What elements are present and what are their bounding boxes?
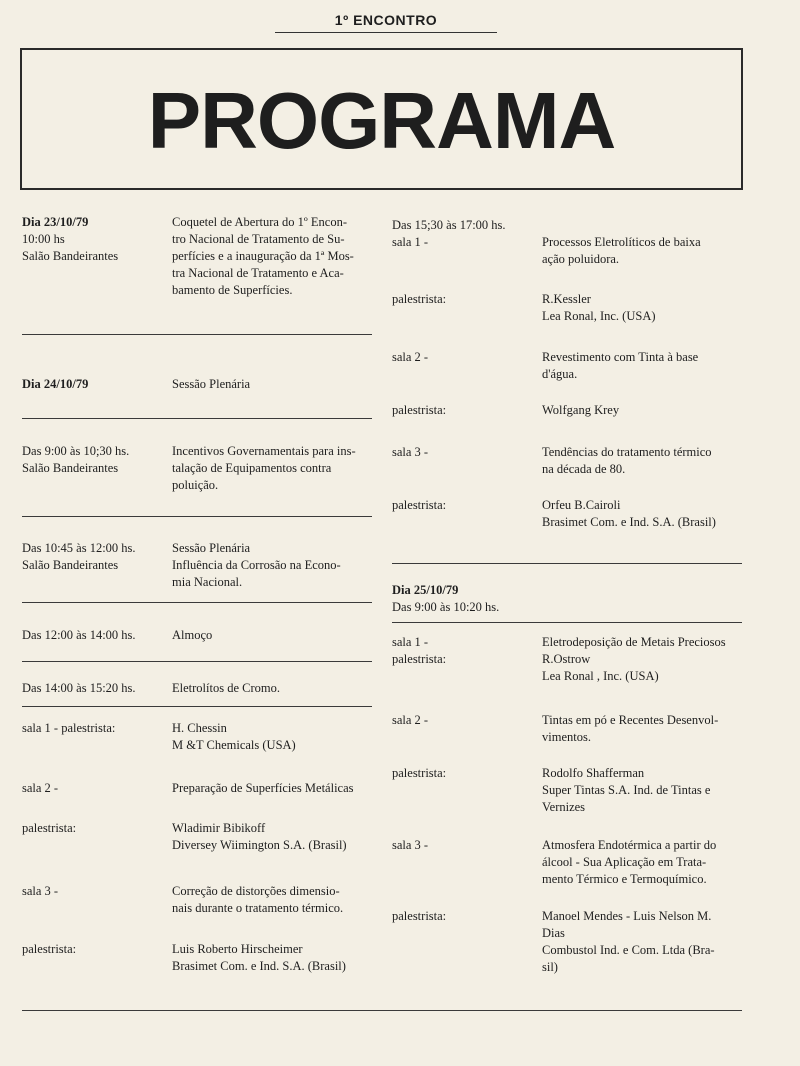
speaker-label: palestrista:	[22, 821, 77, 835]
speaker-label: palestrista:	[392, 498, 447, 512]
event-desc: Sessão Plenária	[172, 541, 251, 555]
speaker-company: M &T Chemicals (USA)	[172, 738, 296, 752]
event-desc: Almoço	[172, 628, 213, 642]
speaker-name: R.Ostrow	[542, 652, 591, 666]
divider	[22, 661, 372, 662]
speaker-name: Luis Roberto Hirscheimer	[172, 942, 303, 956]
divider	[22, 602, 372, 603]
event-desc: Tintas em pó e Recentes Desenvol-	[542, 713, 719, 727]
event-desc: na década de 80.	[542, 462, 626, 476]
event-desc: Atmosfera Endotérmica a partir do	[542, 838, 717, 852]
event-desc: Preparação de Superfícies Metálicas	[172, 781, 354, 795]
event-desc: Processos Eletrolíticos de baixa	[542, 235, 701, 249]
speaker-company: Lea Ronal , Inc. (USA)	[542, 669, 659, 683]
event-desc: Influência da Corrosão na Econo-	[172, 558, 341, 572]
event-desc: talação de Equipamentos contra	[172, 461, 332, 475]
divider	[22, 334, 372, 335]
date-label: Dia 24/10/79	[22, 377, 89, 391]
page-title: PROGRAMA	[147, 76, 616, 165]
speaker-name: Wladimir Bibikoff	[172, 821, 266, 835]
event-desc: nais durante o tratamento térmico.	[172, 901, 344, 915]
room-label: sala 1 - palestrista:	[22, 721, 116, 735]
speaker-label: palestrista:	[392, 292, 447, 306]
room-label: sala 2 -	[22, 781, 59, 795]
event-desc: d'água.	[542, 367, 578, 381]
event-desc: Coquetel de Abertura do 1º Encon-	[172, 215, 348, 229]
speaker-label: palestrista:	[22, 942, 77, 956]
event-desc: Tendências do tratamento térmico	[542, 445, 712, 459]
place-label: Salão Bandeirantes	[22, 249, 119, 263]
speaker-label: palestrista:	[392, 652, 447, 666]
room-label: sala 3 -	[22, 884, 59, 898]
divider	[22, 706, 372, 707]
time-label: Das 9:00 às 10;30 hs.	[22, 444, 130, 458]
speaker-company: Combustol Ind. e Com. Ltda (Bra-	[542, 943, 715, 957]
speaker-company: Lea Ronal, Inc. (USA)	[542, 309, 656, 323]
divider	[392, 622, 742, 623]
speaker-name: Wolfgang Krey	[542, 403, 620, 417]
speaker-company: Brasimet Com. e Ind. S.A. (Brasil)	[542, 515, 716, 529]
time-label: Das 9:00 às 10:20 hs.	[392, 600, 500, 614]
place-label: Salão Bandeirantes	[22, 461, 119, 475]
speaker-label: palestrista:	[392, 909, 447, 923]
event-desc: Sessão Plenária	[172, 377, 251, 391]
speaker-name: Rodolfo Shafferman	[542, 766, 645, 780]
event-desc: tra Nacional de Tratamento e Aca-	[172, 266, 344, 280]
speaker-name: R.Kessler	[542, 292, 591, 306]
date-label: Dia 25/10/79	[392, 583, 459, 597]
time-label: Das 15;30 às 17:00 hs.	[392, 218, 506, 232]
speaker-company: Diversey Wiimington S.A. (Brasil)	[172, 838, 347, 852]
speaker-company: Vernizes	[542, 800, 586, 814]
place-label: Salão Bandeirantes	[22, 558, 119, 572]
event-desc: Correção de distorções dimensio-	[172, 884, 340, 898]
room-label: sala 2 -	[392, 350, 429, 364]
speaker-company: sil)	[542, 960, 558, 974]
bottom-rule	[22, 1010, 742, 1011]
speaker-company: Brasimet Com. e Ind. S.A. (Brasil)	[172, 959, 346, 973]
event-desc: bamento de Superfícies.	[172, 283, 293, 297]
event-desc: álcool - Sua Aplicação em Trata-	[542, 855, 707, 869]
time-label: Das 10:45 às 12:00 hs.	[22, 541, 136, 555]
event-desc: vimentos.	[542, 730, 591, 744]
day-25-block	[392, 582, 499, 616]
event-desc: mento Térmico e Termoquímico.	[542, 872, 707, 886]
room-label: sala 3 -	[392, 445, 429, 459]
time-label: Das 14:00 às 15:20 hs.	[22, 681, 136, 695]
room-label: sala 1 -	[392, 635, 429, 649]
divider	[22, 516, 372, 517]
title-box	[20, 48, 743, 190]
speaker-name: Orfeu B.Cairoli	[542, 498, 621, 512]
event-desc: Eletrolítos de Cromo.	[172, 681, 280, 695]
event-desc: mia Nacional.	[172, 575, 243, 589]
room-label: sala 1 -	[392, 235, 429, 249]
divider	[392, 563, 742, 564]
event-desc: ação poluidora.	[542, 252, 620, 266]
room-label: sala 2 -	[392, 713, 429, 727]
speaker-label: palestrista:	[392, 403, 447, 417]
page-header: 1º ENCONTRO	[275, 12, 497, 33]
time-label: Das 12:00 às 14:00 hs.	[22, 628, 136, 642]
event-desc: Incentivos Governamentais para ins-	[172, 444, 356, 458]
speaker-name: Dias	[542, 926, 565, 940]
event-desc: poluição.	[172, 478, 219, 492]
room-label: sala 3 -	[392, 838, 429, 852]
date-label: Dia 23/10/79	[22, 215, 89, 229]
divider	[22, 418, 372, 419]
event-desc: Eletrodeposição de Metais Preciosos	[542, 635, 726, 649]
event-desc: Revestimento com Tinta à base	[542, 350, 699, 364]
speaker-name: Manoel Mendes - Luis Nelson M.	[542, 909, 712, 923]
speaker-company: Super Tintas S.A. Ind. de Tintas e	[542, 783, 711, 797]
speaker-label: palestrista:	[392, 766, 447, 780]
event-desc: tro Nacional de Tratamento de Su-	[172, 232, 345, 246]
time-label: 10:00 hs	[22, 232, 65, 246]
speaker-name: H. Chessin	[172, 721, 227, 735]
event-desc: perfícies e a inauguração da 1ª Mos-	[172, 249, 354, 263]
